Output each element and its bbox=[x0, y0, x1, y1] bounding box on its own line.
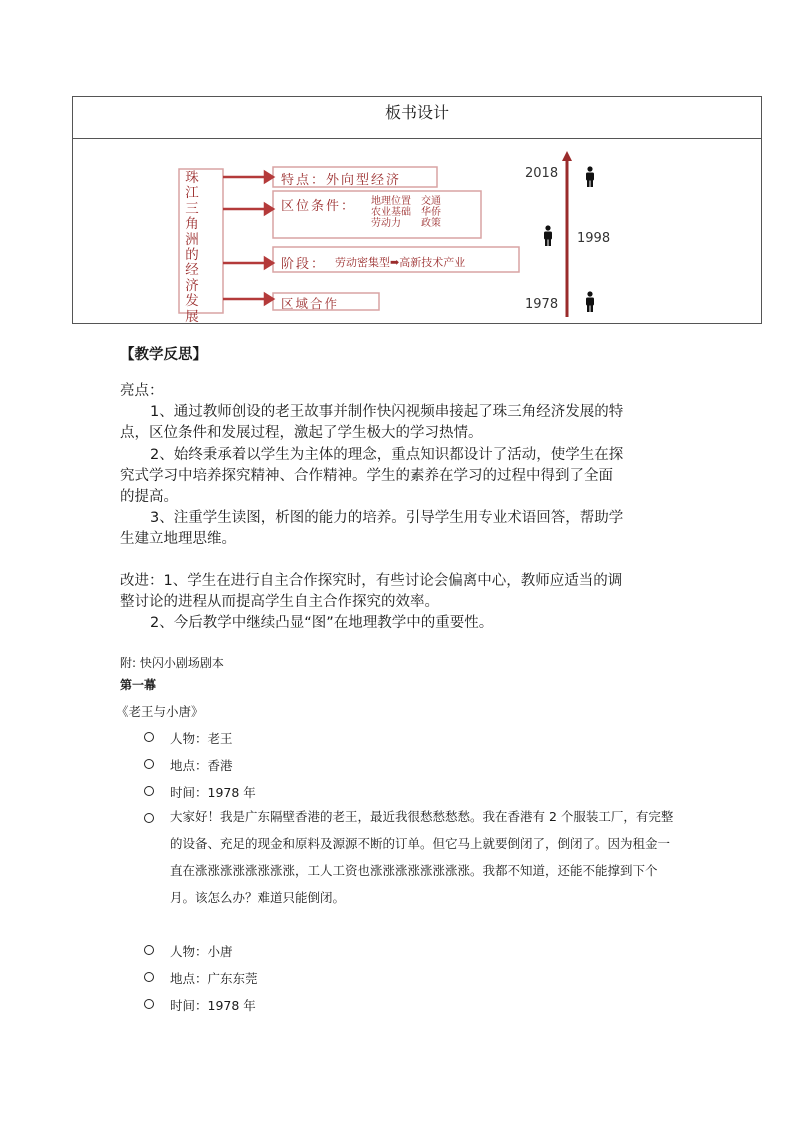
bullet-icon bbox=[144, 732, 154, 742]
act-title: 第一幕 bbox=[120, 678, 157, 692]
location-detail-1: 地理位置 交通 bbox=[371, 196, 441, 207]
location-label: 区位条件： bbox=[281, 199, 357, 214]
place-line: 地点：广东东莞 bbox=[170, 971, 258, 986]
features-label: 特点：外向型经济 bbox=[281, 173, 402, 188]
improve-line: 2、今后教学中继续凸显“图”在地理教学中的重要性。 bbox=[150, 615, 494, 631]
stage-detail: 劳动密集型➡高新技术产业 bbox=[335, 256, 466, 269]
reflection-line: 究式学习中培养探究精神、合作精神。学生的素养在学习的过程中得到了全面 bbox=[120, 468, 613, 484]
reflection-line: 生建立地理思维。 bbox=[120, 531, 236, 547]
reflection-line: 3、注重学生读图，析图的能力的培养。引导学生用专业术语回答，帮助学 bbox=[150, 510, 624, 526]
improve-line: 改进：1、学生在进行自主合作探究时，有些讨论会偏离中心，教师应适当的调 bbox=[120, 573, 623, 589]
board-title: 板书设计 bbox=[73, 97, 761, 139]
location-detail-2: 农业基础 华侨 bbox=[371, 207, 441, 218]
location-detail-3: 劳动力 政策 bbox=[371, 218, 441, 229]
person-line: 人物：老王 bbox=[170, 731, 233, 746]
bullet-icon bbox=[144, 999, 154, 1009]
cooperation-label: 区域合作 bbox=[281, 296, 340, 311]
bullet-icon bbox=[144, 759, 154, 769]
highlights-label: 亮点： bbox=[120, 383, 164, 399]
year-1978: 1978 bbox=[525, 297, 559, 312]
bullet-icon bbox=[144, 813, 154, 823]
vertical-title: 珠江三角洲的经济发展 bbox=[185, 170, 199, 325]
time-line: 时间：1978 年 bbox=[170, 785, 256, 800]
board-diagram bbox=[73, 139, 761, 323]
bullet-icon bbox=[144, 786, 154, 796]
reflection-line: 点，区位条件和发展过程，激起了学生极大的学习热情。 bbox=[120, 425, 483, 441]
diagram-graphics bbox=[73, 139, 761, 323]
timeline-arrow-head bbox=[562, 151, 572, 161]
year-2018: 2018 bbox=[525, 166, 559, 181]
bullet-icon bbox=[144, 972, 154, 982]
speech-paragraph: 大家好！我是广东隔壁香港的老王，最近我很愁愁愁愁。我在香港有 2 个服装工厂，有完整的设备、充足的现金和原料及源源不断的订单。但它马上就要倒闭了，倒闭了。因为租金一直在涨涨涨涨涨涨涨涨，工人工资也涨涨涨涨涨涨涨涨。我都不知道，还能不能撑到下个月。该怎么办？难道只能倒闭。 bbox=[170, 809, 674, 905]
year-1998: 1998 bbox=[577, 231, 611, 246]
stage-label: 阶段： bbox=[281, 257, 327, 272]
bullet-icon bbox=[144, 945, 154, 955]
reflection-heading: 【教学反思】 bbox=[120, 347, 207, 363]
person-line: 人物：小唐 bbox=[170, 944, 233, 959]
appendix-title: 附: 快闪小剧场剧本 bbox=[120, 656, 224, 670]
improve-line: 整讨论的进程从而提高学生自主合作探究的效率。 bbox=[120, 594, 439, 610]
person-icon bbox=[583, 166, 597, 188]
play-title: 《老王与小唐》 bbox=[116, 704, 204, 719]
reflection-line: 2、始终秉承着以学生为主体的理念，重点知识都设计了活动，使学生在探 bbox=[150, 447, 624, 463]
board-design-table bbox=[72, 96, 762, 324]
reflection-line: 1、通过教师创设的老王故事并制作快闪视频串接起了珠三角经济发展的特 bbox=[150, 404, 624, 420]
time-line: 时间：1978 年 bbox=[170, 998, 256, 1013]
person-icon bbox=[583, 291, 597, 313]
reflection-line: 的提高。 bbox=[120, 489, 178, 505]
person-icon bbox=[541, 225, 555, 247]
place-line: 地点：香港 bbox=[170, 758, 233, 773]
